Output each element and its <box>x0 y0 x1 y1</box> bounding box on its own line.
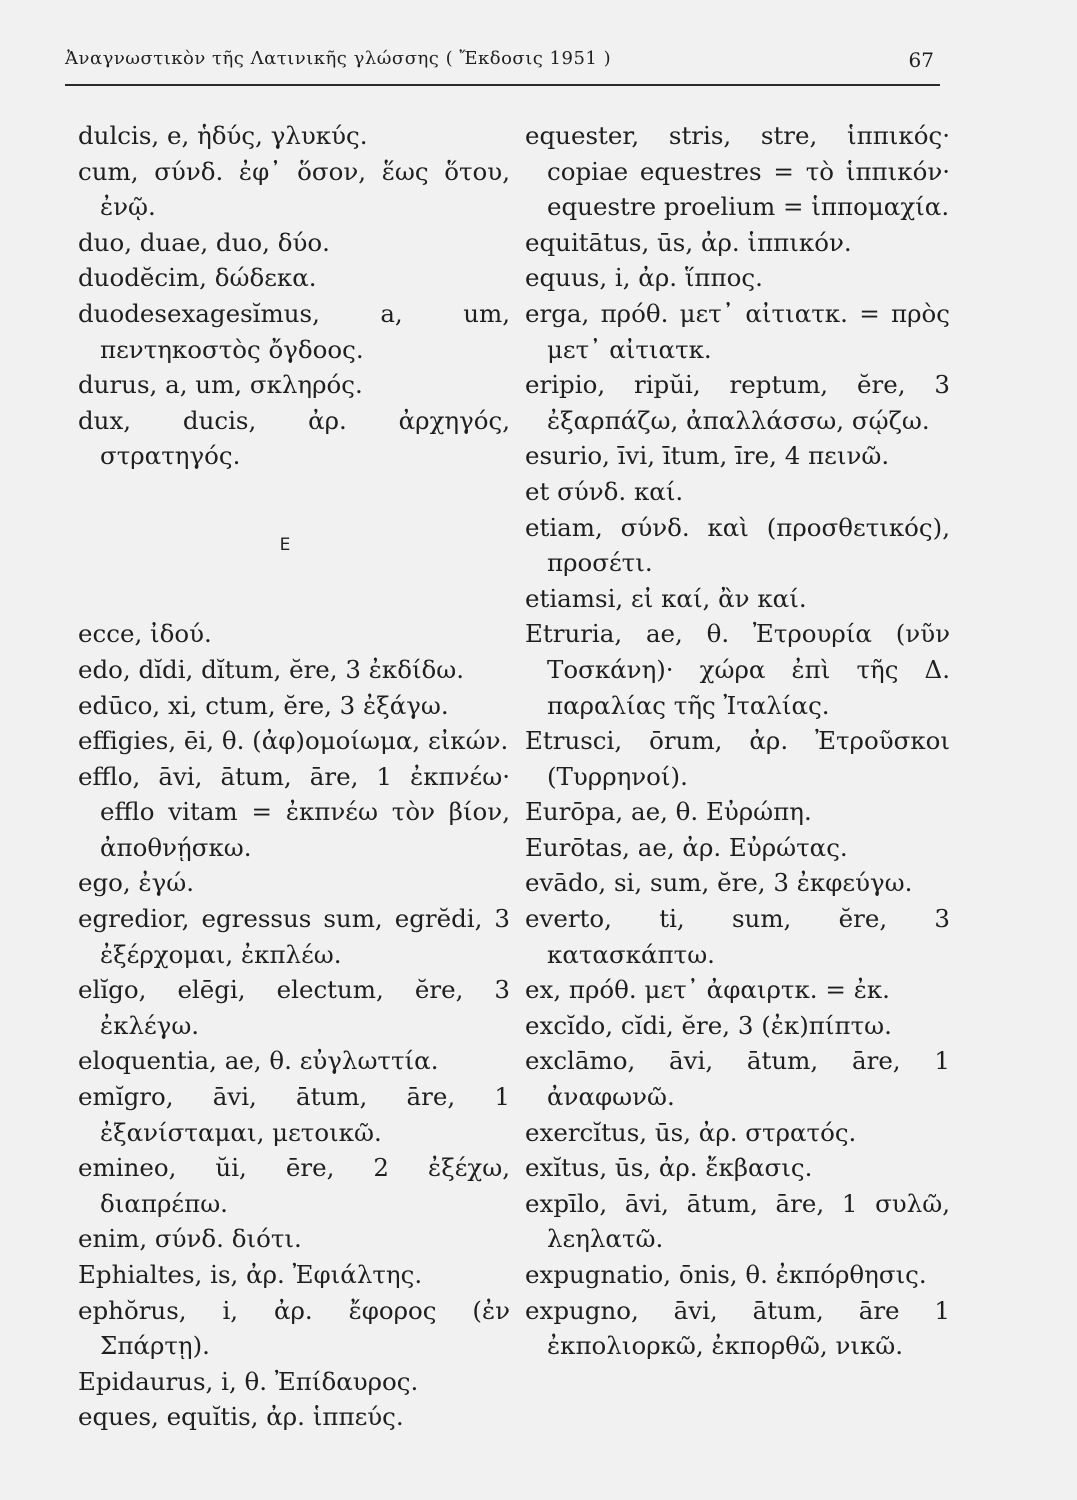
dictionary-entry: equester, stris, stre, ἱππικός· copiae equestres = τὸ ἱππικόν· equestre proelium = ἱππομαχία. <box>525 121 950 222</box>
dictionary-entry: efflo, āvi, ātum, āre, 1 ἐκπνέω· efflo vitam = ἐκπνέω τὸν βίον, ἀποθνῄσκω. <box>78 761 510 862</box>
dictionary-entry: everto, ti, sum, ĕre, 3 κατασκάπτω. <box>525 904 950 969</box>
running-header <box>65 48 940 82</box>
dictionary-entry: emĭgro, āvi, ātum, āre, 1 ἐξανίσταμαι, μετοικῶ. <box>78 1082 510 1147</box>
dictionary-entry: Eurōtas, ae, ἀρ. Εὐρώτας. <box>525 832 848 862</box>
dictionary-entry: ephŏrus, i, ἀρ. ἔφορος (ἐν Σπάρτῃ). <box>78 1295 510 1361</box>
dictionary-entry: egredior, egressus sum, egrĕdi, 3 ἐξέρχομαι, ἐκπλέω. <box>78 904 510 969</box>
page-number: 67 <box>908 48 934 72</box>
dictionary-entry: erga, πρόθ. μετ᾽ αἰτιατκ. = πρὸς μετ᾽ αἰτιατκ. <box>525 298 950 364</box>
dictionary-entry: et σύνδ. καί. <box>525 476 684 506</box>
dictionary-entry: eques, equĭtis, ἀρ. ἱππεύς. <box>78 1402 404 1432</box>
dictionary-entry: duodĕcim, δώδεκα. <box>78 263 317 293</box>
dictionary-entry: Eurōpa, ae, θ. Εὐρώπη. <box>525 797 812 827</box>
dictionary-entry: esurio, īvi, ītum, īre, 4 πεινῶ. <box>525 441 890 471</box>
header-rule <box>65 84 940 86</box>
dictionary-entry: durus, a, um, σκληρός. <box>78 370 363 400</box>
dictionary-entry: elĭgo, elēgi, electum, ĕre, 3 ἐκλέγω. <box>78 975 510 1040</box>
dictionary-entry: Epidaurus, i, θ. Ἐπίδαυρος. <box>78 1366 419 1396</box>
dictionary-entry: excĭdo, cĭdi, ĕre, 3 (ἐκ)πίπτω. <box>525 1010 892 1040</box>
dictionary-entry: expugno, āvi, ātum, āre 1 ἐκπολιορκῶ, ἐκπορθῶ, νικῶ. <box>525 1295 950 1361</box>
running-title: Ἀναγνωστικὸν τῆς Λατινικῆς γλώσσης ( Ἔκδοσις 1951 ) <box>65 48 612 69</box>
dictionary-entry: ego, ἐγώ. <box>78 868 195 898</box>
dictionary-entry: cum, σύνδ. ἐφ᾽ ὅσον, ἕως ὅτου, ἐνῷ. <box>78 156 510 222</box>
dictionary-entry: edo, dĭdi, dĭtum, ĕre, 3 ἐκδίδω. <box>78 654 465 684</box>
dictionary-entry: enim, σύνδ. διότι. <box>78 1224 302 1254</box>
dictionary-entry: equitātus, ūs, ἀρ. ἱππικόν. <box>525 227 852 257</box>
dictionary-entry: ecce, ἰδού. <box>78 619 212 649</box>
dictionary-entry: duodesexagesĭmus, a, um, πεντηκοστὸς ὄγδοος. <box>78 298 510 364</box>
dictionary-entry: emineo, ŭi, ēre, 2 ἐξέχω, διαπρέπω. <box>78 1153 510 1218</box>
dictionary-entry: equus, i, ἀρ. ἵππος. <box>525 263 763 293</box>
dictionary-entry: eripio, ripŭi, reptum, ĕre, 3 ἐξαρπάζω, ἀπαλλάσσω, σῴζω. <box>525 370 950 435</box>
dictionary-entry: eloquentia, ae, θ. εὐγλωττία. <box>78 1046 439 1076</box>
dictionary-entry: exercĭtus, ūs, ἀρ. στρατός. <box>525 1117 857 1147</box>
dictionary-entry: duo, duae, duo, δύο. <box>78 227 330 257</box>
dictionary-entry: dulcis, e, ἡδύς, γλυκύς. <box>78 121 368 150</box>
dictionary-entry: edūco, xi, ctum, ĕre, 3 ἐξάγω. <box>78 690 449 720</box>
dictionary-entry: evādo, si, sum, ĕre, 3 ἐκφεύγω. <box>525 868 913 898</box>
dictionary-entry: effigies, ēi, θ. (ἀφ)ομοίωμα, εἰκών. <box>78 726 509 756</box>
dictionary-entry: Etrusci, ōrum, ἀρ. Ἐτροῦσκοι (Τυρρηνοί). <box>525 726 950 791</box>
dictionary-entry: exclāmo, āvi, ātum, āre, 1 ἀναφωνῶ. <box>525 1046 950 1112</box>
dictionary-entry: exĭtus, ūs, ἀρ. ἔκβασις. <box>525 1153 813 1183</box>
dictionary-entry: Ephialtes, is, ἀρ. Ἐφιάλτης. <box>78 1260 423 1289</box>
dictionary-entry: expugnatio, ōnis, θ. ἐκπόρθησις. <box>525 1260 927 1289</box>
dictionary-entry: etiam, σύνδ. καὶ (προσθετικός), προσέτι. <box>525 512 950 578</box>
dictionary-entry: ex, πρόθ. μετ᾽ ἀφαιρτκ. = ἐκ. <box>525 975 890 1005</box>
dictionary-entry: dux, ducis, ἀρ. ἀρχηγός, στρατηγός. <box>78 405 510 471</box>
dictionary-entry: expīlo, āvi, ātum, āre, 1 συλῶ, λεηλατῶ. <box>525 1188 950 1254</box>
right-column <box>525 118 950 1364</box>
dictionary-entry: etiamsi, εἰ καί, ἂν καί. <box>525 583 807 613</box>
left-column <box>78 118 510 1435</box>
dictionary-entry: Etruria, ae, θ. Ἐτρουρία (νῦν Τοσκάνη)· χώρα ἐπὶ τῆς Δ. παραλίας τῆς Ἰταλίας. <box>525 619 950 720</box>
section-letter: E <box>279 534 291 555</box>
